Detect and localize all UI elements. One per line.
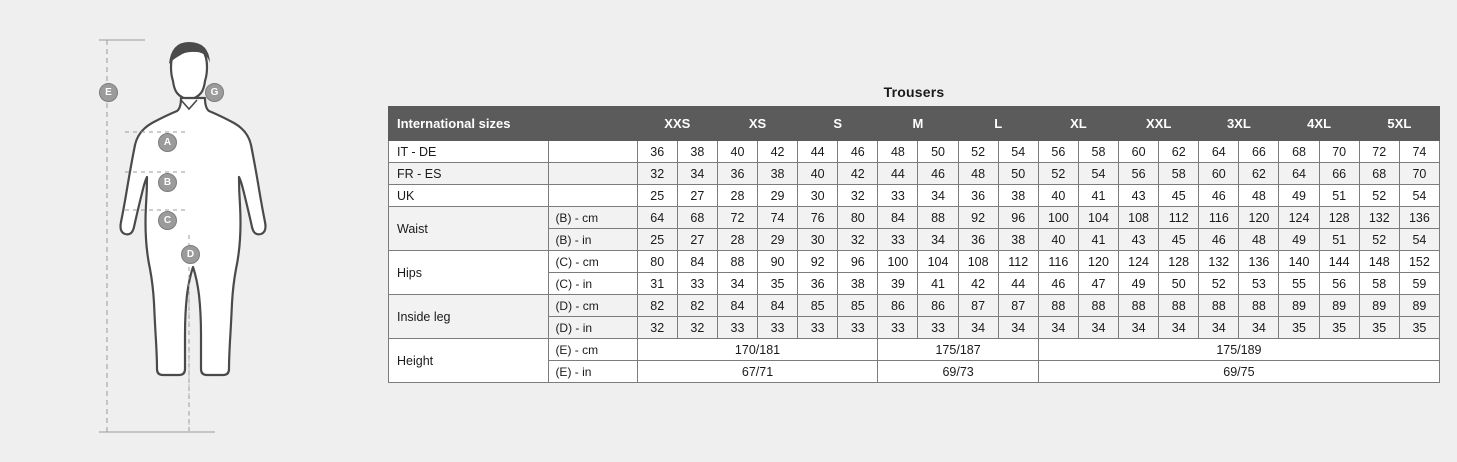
cell: 51 [1319,185,1359,207]
cell: 59 [1399,273,1439,295]
cell: 41 [1078,185,1118,207]
table-row [389,207,1440,229]
cell: 34 [918,185,958,207]
cell: 35 [1279,317,1319,339]
cell: 58 [1159,163,1199,185]
size-table-head [389,107,1440,141]
cell-group: 175/187 [878,339,1038,361]
cell: 88 [1199,295,1239,317]
cell: 46 [1199,185,1239,207]
cell: 44 [798,141,838,163]
cell: 46 [918,163,958,185]
marker-b-label: B [163,177,172,188]
cell: 33 [798,317,838,339]
cell: 52 [1359,229,1399,251]
cell-group: 170/181 [637,339,878,361]
cell-group: 175/189 [1038,339,1439,361]
row-unit: (B) - in [549,229,637,251]
header-size-l: L [958,107,1038,141]
cell: 33 [677,273,717,295]
cell: 49 [1279,185,1319,207]
row-unit [549,163,637,185]
cell: 96 [838,251,878,273]
cell: 148 [1359,251,1399,273]
row-unit: (C) - in [549,273,637,295]
marker-e-badge [99,83,118,102]
cell: 104 [918,251,958,273]
cell: 34 [958,317,998,339]
row-unit: (D) - in [549,317,637,339]
cell: 108 [1119,207,1159,229]
cell: 60 [1119,141,1159,163]
marker-c-badge [158,211,177,230]
cell: 36 [958,229,998,251]
cell: 33 [878,317,918,339]
cell: 34 [1239,317,1279,339]
cell: 40 [717,141,757,163]
cell: 44 [998,273,1038,295]
cell: 34 [1159,317,1199,339]
cell: 35 [758,273,798,295]
row-label: Height [389,339,549,383]
row-unit: (E) - cm [549,339,637,361]
cell: 100 [878,251,918,273]
table-row [389,185,1440,207]
cell: 85 [838,295,878,317]
cell: 152 [1399,251,1439,273]
cell: 32 [838,229,878,251]
row-label: Hips [389,251,549,295]
header-size-s: S [798,107,878,141]
header-size-xxs: XXS [637,107,717,141]
cell: 27 [677,185,717,207]
table-row [389,163,1440,185]
cell: 116 [1199,207,1239,229]
cell-group: 67/71 [637,361,878,383]
cell: 33 [717,317,757,339]
header-size-4xl: 4XL [1279,107,1359,141]
cell: 55 [1279,273,1319,295]
cell: 46 [1038,273,1078,295]
header-size-5xl: 5XL [1359,107,1439,141]
cell: 88 [1159,295,1199,317]
cell: 54 [1399,185,1439,207]
row-unit [549,185,637,207]
cell: 89 [1319,295,1359,317]
cell: 54 [998,141,1038,163]
cell: 34 [1119,317,1159,339]
cell: 80 [838,207,878,229]
cell: 29 [758,229,798,251]
cell: 47 [1078,273,1118,295]
table-row [389,251,1440,273]
cell: 52 [1359,185,1399,207]
row-unit: (D) - cm [549,295,637,317]
row-unit: (E) - in [549,361,637,383]
size-table-body [389,141,1440,383]
cell: 116 [1038,251,1078,273]
cell: 112 [1159,207,1199,229]
cell: 144 [1319,251,1359,273]
cell: 68 [1359,163,1399,185]
cell: 49 [1119,273,1159,295]
marker-d-badge [181,245,200,264]
cell: 74 [1399,141,1439,163]
cell: 84 [717,295,757,317]
cell: 70 [1319,141,1359,163]
cell: 87 [958,295,998,317]
cell: 46 [838,141,878,163]
row-label: UK [389,185,549,207]
cell: 62 [1239,163,1279,185]
row-label: FR - ES [389,163,549,185]
cell: 100 [1038,207,1078,229]
cell: 68 [1279,141,1319,163]
cell: 41 [1078,229,1118,251]
cell: 33 [878,229,918,251]
cell: 88 [918,207,958,229]
cell: 48 [958,163,998,185]
cell: 62 [1159,141,1199,163]
cell: 36 [958,185,998,207]
cell: 82 [677,295,717,317]
cell: 70 [1399,163,1439,185]
cell: 50 [998,163,1038,185]
cell: 43 [1119,185,1159,207]
cell: 48 [878,141,918,163]
cell: 29 [758,185,798,207]
cell: 32 [838,185,878,207]
cell: 43 [1119,229,1159,251]
cell: 88 [1119,295,1159,317]
cell: 30 [798,185,838,207]
header-unit-col [549,107,637,141]
cell: 34 [1038,317,1078,339]
row-label: Inside leg [389,295,549,339]
cell: 40 [1038,185,1078,207]
cell: 88 [1078,295,1118,317]
cell: 60 [1199,163,1239,185]
cell: 120 [1078,251,1118,273]
cell: 50 [918,141,958,163]
cell: 88 [1038,295,1078,317]
cell: 86 [918,295,958,317]
cell: 33 [878,185,918,207]
cell: 25 [637,185,677,207]
cell: 136 [1239,251,1279,273]
header-size-xxl: XXL [1119,107,1199,141]
cell: 45 [1159,229,1199,251]
cell: 32 [677,317,717,339]
cell: 32 [637,317,677,339]
cell-group: 69/75 [1038,361,1439,383]
marker-a-badge [158,133,177,152]
row-unit [549,141,637,163]
cell: 35 [1399,317,1439,339]
cell: 42 [758,141,798,163]
cell: 86 [878,295,918,317]
cell: 48 [1239,229,1279,251]
marker-c-label: C [163,215,172,226]
cell: 33 [838,317,878,339]
cell: 34 [717,273,757,295]
cell: 51 [1319,229,1359,251]
cell: 52 [1199,273,1239,295]
cell-group: 69/73 [878,361,1038,383]
cell: 84 [758,295,798,317]
cell: 56 [1119,163,1159,185]
row-label: Waist [389,207,549,251]
cell: 140 [1279,251,1319,273]
cell: 56 [1038,141,1078,163]
header-size-m: M [878,107,958,141]
cell: 44 [878,163,918,185]
table-header-row [389,107,1440,141]
cell: 35 [1359,317,1399,339]
cell: 36 [798,273,838,295]
cell: 72 [1359,141,1399,163]
row-unit: (C) - cm [549,251,637,273]
cell: 49 [1279,229,1319,251]
cell: 112 [998,251,1038,273]
size-table-area [388,84,1440,383]
cell: 85 [798,295,838,317]
table-row [389,295,1440,317]
cell: 54 [1078,163,1118,185]
body-outline-illustration [85,20,365,450]
row-unit: (B) - cm [549,207,637,229]
table-row [389,141,1440,163]
cell: 88 [1239,295,1279,317]
cell: 38 [758,163,798,185]
cell: 56 [1319,273,1359,295]
cell: 38 [998,229,1038,251]
cell: 132 [1199,251,1239,273]
cell: 50 [1159,273,1199,295]
cell: 68 [677,207,717,229]
cell: 36 [717,163,757,185]
cell: 124 [1119,251,1159,273]
cell: 64 [1279,163,1319,185]
chart-title: Trousers [883,84,945,100]
cell: 54 [1399,229,1439,251]
cell: 53 [1239,273,1279,295]
cell: 66 [1239,141,1279,163]
cell: 87 [998,295,1038,317]
cell: 34 [918,229,958,251]
marker-e-label: E [105,87,112,98]
cell: 27 [677,229,717,251]
cell: 38 [838,273,878,295]
cell: 40 [1038,229,1078,251]
header-international-sizes: International sizes [389,107,549,141]
cell: 46 [1199,229,1239,251]
cell: 40 [798,163,838,185]
cell: 90 [758,251,798,273]
cell: 28 [717,185,757,207]
cell: 35 [1319,317,1359,339]
cell: 36 [637,141,677,163]
body-measurement-figure [85,20,365,450]
cell: 33 [918,317,958,339]
cell: 38 [998,185,1038,207]
cell: 128 [1319,207,1359,229]
marker-d-label: D [186,249,195,260]
cell: 39 [878,273,918,295]
cell: 108 [958,251,998,273]
cell: 82 [637,295,677,317]
cell: 89 [1359,295,1399,317]
cell: 33 [758,317,798,339]
cell: 96 [998,207,1038,229]
cell: 34 [677,163,717,185]
cell: 66 [1319,163,1359,185]
table-row [389,339,1440,361]
cell: 34 [1199,317,1239,339]
cell: 80 [637,251,677,273]
row-label: IT - DE [389,141,549,163]
cell: 48 [1239,185,1279,207]
cell: 89 [1279,295,1319,317]
cell: 30 [798,229,838,251]
cell: 52 [1038,163,1078,185]
marker-g-label: G [210,87,219,98]
marker-a-label: A [163,137,172,148]
cell: 120 [1239,207,1279,229]
header-size-3xl: 3XL [1199,107,1279,141]
cell: 72 [717,207,757,229]
size-table [388,106,1440,383]
cell: 128 [1159,251,1199,273]
header-size-xl: XL [1038,107,1118,141]
cell: 76 [798,207,838,229]
cell: 132 [1359,207,1399,229]
cell: 88 [717,251,757,273]
cell: 84 [677,251,717,273]
cell: 74 [758,207,798,229]
cell: 92 [958,207,998,229]
cell: 38 [677,141,717,163]
cell: 58 [1359,273,1399,295]
header-size-xs: XS [717,107,797,141]
cell: 34 [1078,317,1118,339]
marker-g-badge [205,83,224,102]
cell: 64 [1199,141,1239,163]
cell: 92 [798,251,838,273]
cell: 64 [637,207,677,229]
cell: 45 [1159,185,1199,207]
cell: 34 [998,317,1038,339]
cell: 28 [717,229,757,251]
marker-b-badge [158,173,177,192]
cell: 31 [637,273,677,295]
cell: 136 [1399,207,1439,229]
cell: 124 [1279,207,1319,229]
cell: 41 [918,273,958,295]
cell: 84 [878,207,918,229]
cell: 58 [1078,141,1118,163]
cell: 42 [838,163,878,185]
cell: 89 [1399,295,1439,317]
cell: 52 [958,141,998,163]
cell: 42 [958,273,998,295]
cell: 25 [637,229,677,251]
cell: 104 [1078,207,1118,229]
cell: 32 [637,163,677,185]
